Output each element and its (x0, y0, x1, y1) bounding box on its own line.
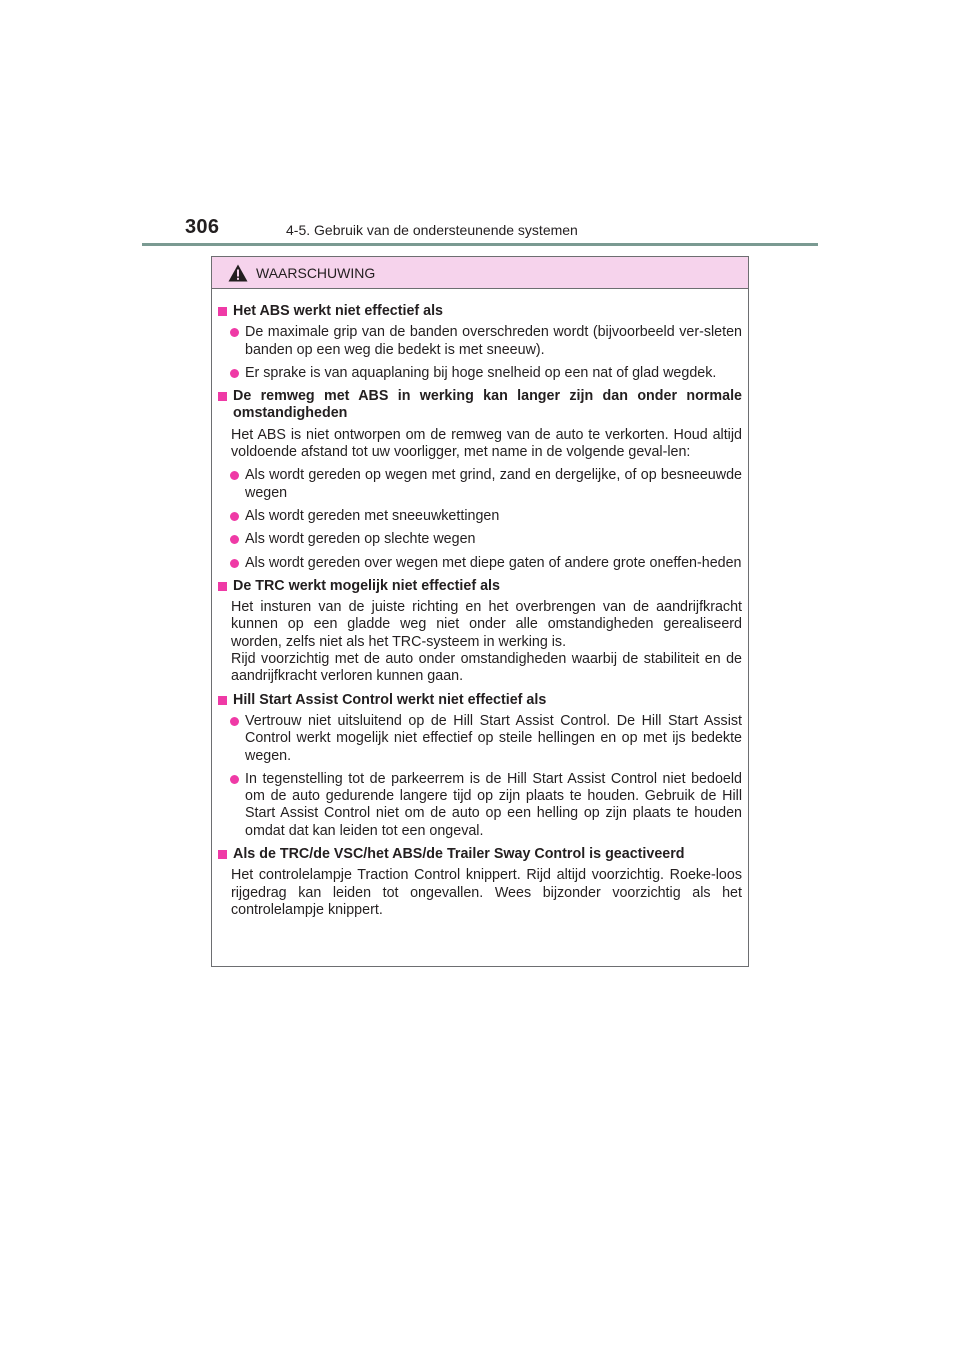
bullet-item (218, 531, 742, 548)
paragraph: Het controlelampje Traction Control knippert. Rijd altijd voorzichtig. Roeke-loos rijgedrag kan leiden tot ongevallen. Wees bijzonder voorzichtig als het controlelampje knippert. (231, 867, 742, 918)
heading-text: De TRC werkt mogelijk niet effectief als (233, 577, 500, 594)
bullet-text: Er sprake is van aquaplaning bij hoge snelheid op een nat of glad wegdek. (245, 364, 717, 381)
page-number: 306 (185, 216, 220, 238)
section-title: 4-5. Gebruik van de ondersteunende systemen (286, 222, 578, 238)
round-bullet-icon (230, 328, 239, 337)
bullet-item (218, 713, 742, 765)
bullet-text: Als wordt gereden op wegen met grind, zand en dergelijke, of op besneeuwde wegen (245, 467, 742, 501)
bullet-item (218, 771, 742, 840)
heading-text: De remweg met ABS in werking kan langer zijn dan onder normale omstandigheden (233, 388, 742, 422)
heading-text: Hill Start Assist Control werkt niet effectief als (233, 691, 547, 708)
bullet-item (218, 365, 742, 382)
square-bullet-icon (218, 392, 227, 401)
round-bullet-icon (230, 535, 239, 544)
bullet-text: Vertrouw niet uitsluitend op de Hill Start Assist Control. De Hill Start Assist Control werkt mogelijk niet effectief op steile hellingen en op met ijs bedekte wegen. (245, 712, 742, 764)
square-bullet-icon (218, 582, 227, 591)
round-bullet-icon (230, 369, 239, 378)
warning-triangle-icon (228, 264, 248, 282)
section-heading (218, 846, 742, 863)
section-heading (218, 388, 742, 423)
round-bullet-icon (230, 559, 239, 568)
header-rule (142, 243, 818, 246)
section-heading (218, 578, 742, 595)
heading-text: Het ABS werkt niet effectief als (233, 303, 444, 319)
square-bullet-icon (218, 696, 227, 705)
bullet-text: In tegenstelling tot de parkeerrem is de Hill Start Assist Control niet bedoeld om de auto gedurende langere tijd op zijn plaats te houden. Gebruik de Hill Start Assist Control niet om de auto op een helling op zijn plaats te houden omdat dat kan leiden tot een ongeval. (245, 770, 742, 839)
bullet-text: Als wordt gereden met sneeuwkettingen (245, 507, 500, 524)
bullet-item (218, 467, 742, 502)
page-header (142, 214, 818, 248)
paragraph: Het insturen van de juiste richting en het overbrengen van de aandrijfkracht kunnen op een gladde weg niet onder alle omstandigheden gerealiseerd worden, zelfs niet als het TRC-systeem in werking is. (231, 599, 742, 650)
bullet-item (218, 508, 742, 525)
warning-box (211, 256, 749, 967)
warning-header (212, 257, 748, 289)
round-bullet-icon (230, 775, 239, 784)
paragraph: Het ABS is niet ontworpen om de remweg van de auto te verkorten. Houd altijd voldoende afstand tot uw voorligger, met name in de volgende geval-len: (231, 426, 742, 461)
paragraph: Rijd voorzichtig met de auto onder omstandigheden waarbij de stabiliteit en de aandrijfkracht verloren kunnen gaan. (231, 651, 742, 685)
bullet-text: Als wordt gereden over wegen met diepe gaten of andere grote oneffen-heden (245, 554, 742, 571)
round-bullet-icon (230, 512, 239, 521)
square-bullet-icon (218, 307, 227, 316)
bullet-text: Als wordt gereden op slechte wegen (245, 531, 476, 548)
warning-body (212, 289, 748, 919)
warning-label: WAARSCHUWING (256, 264, 376, 281)
bullet-item (218, 555, 742, 572)
square-bullet-icon (218, 850, 227, 859)
section-heading (218, 692, 742, 709)
bullet-item (218, 324, 742, 359)
round-bullet-icon (230, 717, 239, 726)
bullet-text: De maximale grip van de banden overschreden wordt (bijvoorbeeld ver-sleten banden op een weg die bedekt is met sneeuw). (245, 324, 742, 358)
heading-text: Als de TRC/de VSC/het ABS/de Trailer Sway Control is geactiveerd (233, 846, 685, 863)
section-heading (218, 303, 742, 320)
round-bullet-icon (230, 471, 239, 480)
